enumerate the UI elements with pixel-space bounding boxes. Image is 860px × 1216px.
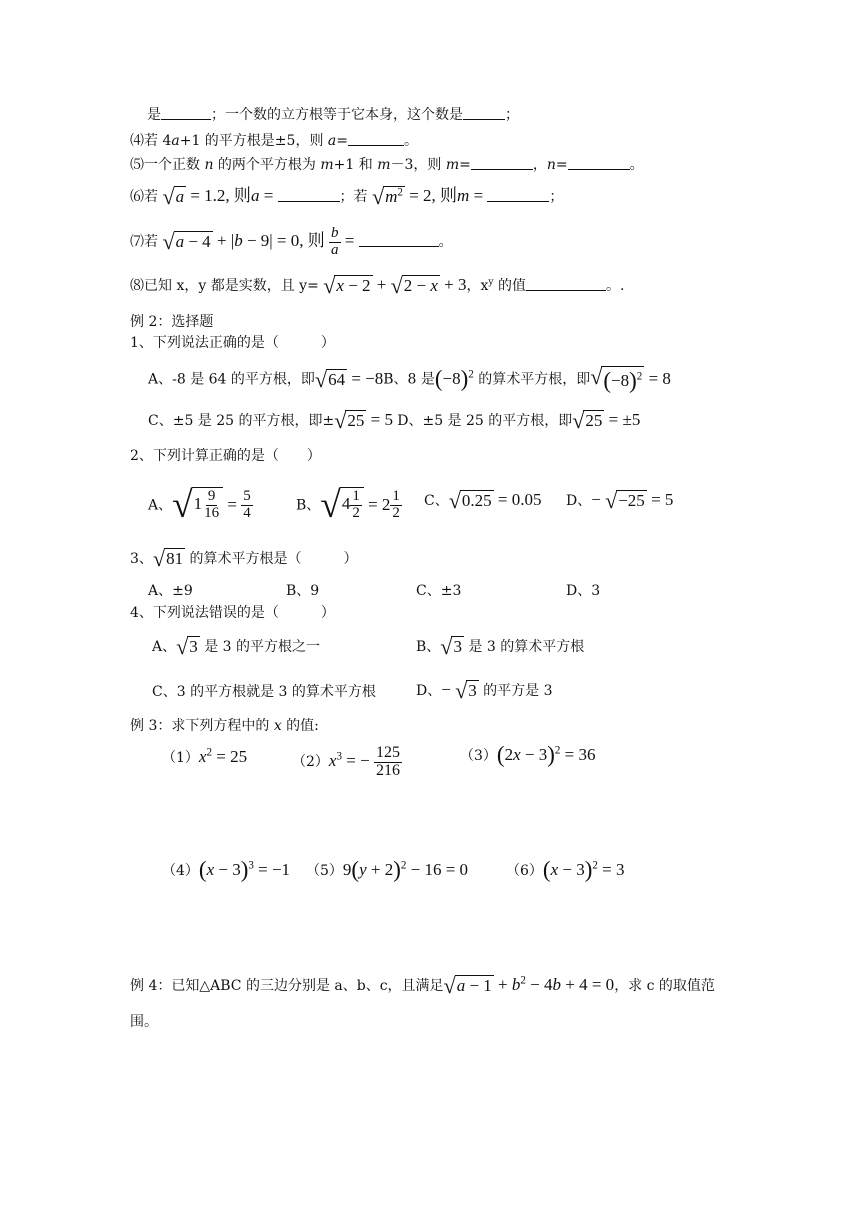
formula: √ a = 1.2, 则a = xyxy=(162,184,278,210)
choice-2-option-c xyxy=(424,490,541,512)
text: B、 xyxy=(296,497,321,514)
text: +1 的平方根是±5，则 xyxy=(179,133,328,149)
text: ⑸一个正数 xyxy=(130,157,205,173)
equation-2 xyxy=(292,745,402,780)
formula: √ 3 xyxy=(176,634,198,660)
formula: $9(y + 2)^2 - 16 = 0$ xyxy=(342,857,469,882)
text: 3、 xyxy=(130,551,153,567)
text: = xyxy=(459,157,471,173)
choice-2-option-b xyxy=(296,487,402,524)
question-6 xyxy=(130,186,563,208)
formula: √ x − 2 + √ 2 − x + 3 xyxy=(323,273,467,299)
text: ⑻已知 x，y 都是实数，且 y= xyxy=(130,278,319,294)
formula: √ 81 xyxy=(152,546,184,572)
formula: $(x - 3)^3 = -1$ xyxy=(198,857,291,882)
choice-4-option-d xyxy=(416,680,553,702)
text: 的两个平方根为 xyxy=(213,157,321,173)
choice-2-question: 2、下列计算正确的是（ ） xyxy=(130,448,321,464)
formula: √ $m^2$ = 2, 则m = xyxy=(371,184,488,210)
text: ⑷若 4 xyxy=(130,133,172,149)
choice-3-option-b: B、9 xyxy=(286,583,320,599)
text: （1） xyxy=(162,750,199,766)
question-4 xyxy=(130,131,418,151)
example-4-line-2: 围。 xyxy=(130,1014,158,1030)
text: 的值 xyxy=(493,278,526,294)
answer-blank xyxy=(568,155,630,170)
text: ；一个数的立方根等于它本身，这个数是 xyxy=(211,107,463,123)
text: ⑹若 xyxy=(130,189,158,205)
text: （6） xyxy=(506,863,543,880)
text: ⑺若 xyxy=(130,234,158,251)
line-top xyxy=(147,105,519,125)
text: 的算术平方根是（ ） xyxy=(185,551,358,567)
formula: √ 25 = ±5 xyxy=(572,408,641,434)
choice-4-option-c: C、3 的平方根就是 3 的算术平方根 xyxy=(152,684,376,700)
text: 是 xyxy=(147,107,161,123)
choice-3-option-a: A、±9 xyxy=(148,583,193,599)
answer-blank xyxy=(463,105,505,120)
choice-2-option-a xyxy=(148,487,253,524)
formula: √ 1 $\frac{9}{16}$ = $\frac{5}{4}$ xyxy=(172,485,251,526)
formula: √ 3 xyxy=(440,634,462,660)
text: A、 xyxy=(148,497,173,514)
text: B、 xyxy=(416,639,441,655)
choice-3-option-d: D、3 xyxy=(566,583,601,599)
text: （5） xyxy=(306,863,343,880)
text: ，求 c 的取值范 xyxy=(614,978,715,994)
text: 的平方是 3 xyxy=(478,683,553,699)
text: m xyxy=(377,157,391,173)
text: 是 3 的平方根之一 xyxy=(199,639,321,655)
choice-1-line-2 xyxy=(148,410,640,432)
answer-blank xyxy=(471,155,533,170)
text: ；若 xyxy=(339,189,368,205)
text: m xyxy=(320,157,334,173)
formula: √ 64 = −8 xyxy=(314,366,384,392)
answer-blank xyxy=(348,131,404,146)
text: （4） xyxy=(162,863,199,880)
formula: √ 4 $\frac{1}{2}$ = 2 $\frac{1}{2}$ xyxy=(320,485,400,526)
option-d: D、±5 是 25 的平方根，即 xyxy=(397,413,573,429)
choice-4-option-b xyxy=(416,636,584,658)
equation-1 xyxy=(162,747,247,768)
text: x xyxy=(273,718,282,734)
choice-3-option-c: C、±3 xyxy=(416,583,462,599)
text: －3，则 xyxy=(390,157,446,173)
equation-4 xyxy=(162,857,291,882)
choice-3-question xyxy=(130,548,358,570)
text: （3） xyxy=(460,748,497,765)
text: ； xyxy=(549,189,564,205)
text: +1 和 xyxy=(333,157,378,173)
formula: √ 25 = 5 xyxy=(334,408,398,434)
text: = xyxy=(336,133,348,149)
question-7 xyxy=(130,226,453,259)
formula: − √ −25 = 5 xyxy=(591,488,674,514)
text: a xyxy=(171,133,180,149)
formula: $(-8)^2$ xyxy=(434,365,474,391)
answer-blank xyxy=(359,232,439,247)
option-c: C、±5 是 25 的平方根，即± xyxy=(148,413,335,429)
formula: $x^2 = 25$ xyxy=(198,746,248,766)
text: 例 4：已知△ABC 的三边分别是 a、b、c，且满足 xyxy=(130,978,444,994)
text: m xyxy=(445,157,460,173)
text: 。 xyxy=(629,157,644,173)
formula: √ $(-8)^2$ = 8 xyxy=(590,364,671,393)
equation-5 xyxy=(306,857,469,882)
text: C、 xyxy=(424,493,449,509)
question-5 xyxy=(130,155,644,175)
text: ， xyxy=(532,157,547,173)
formula: − √ 3 xyxy=(441,678,477,704)
choice-1-question: 1、下列说法正确的是（ ） xyxy=(130,335,335,351)
choice-4-question: 4、下列说法错误的是（ ） xyxy=(130,605,335,621)
formula: $(x - 3)^2 = 3$ xyxy=(542,857,625,882)
question-8 xyxy=(130,275,624,297)
text: 的算术平方根，即 xyxy=(473,371,591,388)
formula: $x^3$ = − $\frac{125}{216}$ xyxy=(328,744,400,779)
answer-blank xyxy=(526,276,606,291)
formula: √ 0.25 = 0.05 xyxy=(448,488,542,514)
text: ； xyxy=(505,107,519,123)
text: 的值: xyxy=(281,718,319,734)
choice-1-line-1 xyxy=(148,366,671,393)
formula: √ a − 4 + |b − 9| = 0, 则 $\frac{b}{a}$ = xyxy=(162,225,359,258)
answer-blank xyxy=(487,187,549,202)
example-4-line-1 xyxy=(130,975,715,997)
text: = xyxy=(555,157,568,173)
choice-2-option-d xyxy=(566,490,673,512)
example-2-title: 例 2：选择题 xyxy=(130,314,214,330)
text: 。. xyxy=(606,278,625,294)
text: ，x xyxy=(466,278,489,294)
text: 。 xyxy=(404,133,418,149)
answer-blank xyxy=(278,187,340,202)
text: n xyxy=(546,157,556,173)
text: D、 xyxy=(416,683,442,699)
text: a xyxy=(327,133,337,149)
text: （2） xyxy=(292,754,329,771)
text: D、 xyxy=(566,493,592,509)
text: y xyxy=(488,277,494,288)
option-b: B、8 是 xyxy=(383,371,435,388)
text: 。 xyxy=(438,234,453,251)
formula: √ a − 1 + $b^2 - 4b + 4 = 0$ xyxy=(443,973,615,999)
text: A、 xyxy=(152,639,177,655)
example-3-title xyxy=(130,716,319,736)
text: 是 3 的算术平方根 xyxy=(463,639,585,655)
equation-6 xyxy=(506,857,625,882)
answer-blank xyxy=(161,105,211,120)
equation-3 xyxy=(460,742,596,767)
choice-4-option-a xyxy=(152,636,320,658)
text: n xyxy=(204,157,214,173)
option-a: A、-8 是 64 的平方根，即 xyxy=(148,371,315,388)
text: 例 3：求下列方程中的 xyxy=(130,718,274,734)
formula: $(2x - 3)^2 = 36$ xyxy=(496,742,596,767)
